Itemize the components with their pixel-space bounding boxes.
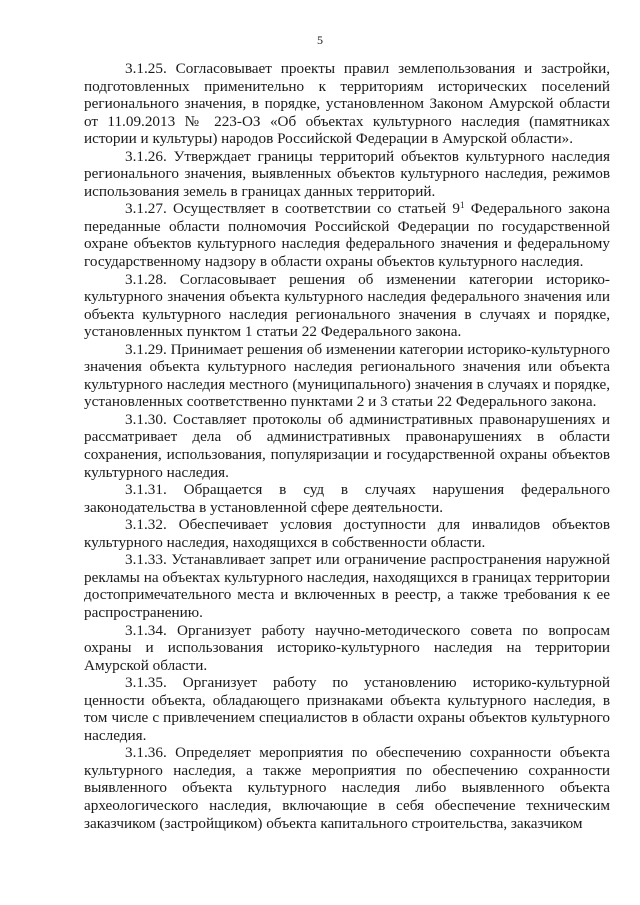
paragraph-3-1-26: 3.1.26. Утверждает границы территорий объектов культурного наследия регионального значения, выявленных объектов культурного наследия, режимов использования земель в границах данных территорий. [84,147,610,200]
page-number: 5 [317,33,323,47]
paragraph-3-1-35: 3.1.35. Организует работу по установлению историко-культурной ценности объекта, обладающего признаками объекта культурного наследия, в том числе с привлечением специалистов в области охраны объектов культурного наследия. [84,674,610,744]
paragraph-3-1-27 [84,200,610,270]
paragraph-3-1-30: 3.1.30. Составляет протоколы об административных правонарушениях и рассматривает дела об административных правонарушениях в области сохранения, использования, популяризации и государственной охраны объектов культурного наследия. [84,410,610,481]
paragraph-3-1-29: 3.1.29. Принимает решения об изменении категории историко-культурного значения объекта культурного наследия регионального значения или объекта культурного наследия местного (муниципального) значения в случаях и порядке, установленных соответственно пунктами 2 и 3 статьи 22 Федерального закона. [84,340,610,411]
paragraph-3-1-28: 3.1.28. Согласовывает решения об изменении категории историко-культурного значения объекта культурного наследия федерального значения или объекта культурного наследия регионального значения в случаях и порядке, установленных пунктом 1 статьи 22 Федерального закона. [84,270,610,341]
paragraph-3-1-36: 3.1.36. Определяет мероприятия по обеспечению сохранности объекта культурного наследия, а также мероприятия по обеспечению сохранности выявленного объекта культурного наследия либо выявленного объекта археологического наследия, включающие в себя обеспечение техническим заказчиком (застройщиком) объекта капитального строительства, заказчиком [84,744,610,832]
paragraph-3-1-33: 3.1.33. Устанавливает запрет или ограничение распространения наружной рекламы на объектах культурного наследия, находящихся в границах территории достопримечательного места и включенных в реестр, а также требования к ее распространению. [84,551,610,621]
paragraph-3-1-32: 3.1.32. Обеспечивает условия доступности для инвалидов объектов культурного наследия, находящихся в собственности области. [84,516,610,551]
paragraph-3-1-31: 3.1.31. Обращается в суд в случаях нарушения федерального законодательства в установленной сфере деятельности. [84,481,610,516]
paragraph-text: 3.1.27. Осуществляет в соответствии со статьей 9 [125,200,460,218]
paragraph-3-1-25: 3.1.25. Согласовывает проекты правил землепользования и застройки, подготовленных применительно к территориям исторических поселений регионального значения, в порядке, установленном Законом Амурской области от 11.09.2013 № 223-ОЗ «Об объектах культурного наследия (памятниках истории и культуры) народов Российской Федерации в Амурской области». [84,60,610,148]
paragraph-3-1-34: 3.1.34. Организует работу научно-методического совета по вопросам охраны и использования историко-культурного наследия на территории Амурской области. [84,621,610,674]
article-superscript: 1 [459,200,465,211]
paragraph-text: Федерального закона переданные области полномочия Российской Федерации по государственной охране объектов культурного наследия федерального значения и федеральному государственному надзору в области охраны объектов культурного наследия. [84,200,610,271]
document-body [84,60,610,832]
